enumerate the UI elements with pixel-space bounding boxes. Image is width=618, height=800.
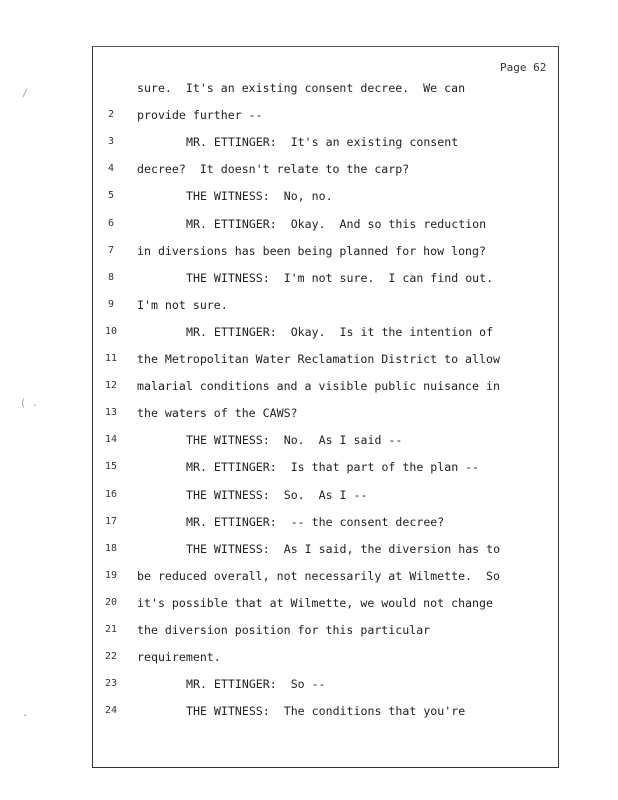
line-number: 5 bbox=[107, 190, 115, 201]
transcript-line bbox=[0, 271, 618, 293]
transcript-line bbox=[0, 433, 618, 455]
line-number: 22 bbox=[104, 651, 118, 662]
line-number: 8 bbox=[107, 272, 115, 283]
transcript-line bbox=[0, 352, 618, 374]
line-text: the waters of the CAWS? bbox=[137, 406, 298, 420]
line-text: in diversions has been being planned for how long? bbox=[137, 244, 487, 258]
line-number: 20 bbox=[104, 597, 118, 608]
transcript-line bbox=[0, 596, 618, 618]
line-text: it's possible that at Wilmette, we would not change bbox=[137, 596, 493, 610]
line-number: 23 bbox=[104, 678, 118, 689]
line-number: 21 bbox=[104, 624, 118, 635]
line-text: malarial conditions and a visible public nuisance in bbox=[137, 379, 500, 393]
line-text: THE WITNESS: No. As I said -- bbox=[186, 433, 403, 447]
transcript-line bbox=[0, 677, 618, 699]
line-text: THE WITNESS: No, no. bbox=[186, 189, 333, 203]
line-number: 2 bbox=[107, 109, 115, 120]
line-number: 6 bbox=[107, 218, 115, 229]
line-text: MR. ETTINGER: Is that part of the plan -- bbox=[186, 460, 480, 474]
line-text: THE WITNESS: The conditions that you're bbox=[186, 704, 466, 718]
line-number: 13 bbox=[104, 407, 118, 418]
transcript-line bbox=[0, 406, 618, 428]
transcript-line bbox=[0, 244, 618, 266]
scan-speckle-mark: / bbox=[22, 88, 29, 99]
line-text: THE WITNESS: As I said, the diversion has to bbox=[186, 542, 501, 556]
line-number: 15 bbox=[104, 461, 118, 472]
line-text: sure. It's an existing consent decree. We can bbox=[137, 81, 466, 95]
transcript-line bbox=[0, 515, 618, 537]
line-text: MR. ETTINGER: It's an existing consent bbox=[186, 135, 459, 149]
line-text: THE WITNESS: So. As I -- bbox=[186, 488, 368, 502]
transcript-line bbox=[0, 325, 618, 347]
transcript-line bbox=[0, 460, 618, 482]
transcript-line bbox=[0, 542, 618, 564]
line-number: 12 bbox=[104, 380, 118, 391]
transcript-line bbox=[0, 217, 618, 239]
transcript-line bbox=[0, 162, 618, 184]
line-text: decree? It doesn't relate to the carp? bbox=[137, 162, 410, 176]
line-number: 18 bbox=[104, 543, 118, 554]
line-text: MR. ETTINGER: -- the consent decree? bbox=[186, 515, 445, 529]
line-number: 17 bbox=[104, 516, 118, 527]
transcript-line bbox=[0, 704, 618, 726]
line-text: THE WITNESS: I'm not sure. I can find out. bbox=[186, 271, 494, 285]
line-text: provide further -- bbox=[137, 108, 263, 122]
transcript-line bbox=[0, 379, 618, 401]
line-number: 7 bbox=[107, 245, 115, 256]
line-text: MR. ETTINGER: Okay. And so this reduction bbox=[186, 217, 487, 231]
line-number: 14 bbox=[104, 434, 118, 445]
line-number: 9 bbox=[107, 299, 115, 310]
page-number-label: Page 62 bbox=[500, 61, 547, 74]
scan-speckle-mark: ( . bbox=[20, 398, 39, 409]
scan-speckle-mark: . bbox=[22, 708, 29, 719]
transcript-line bbox=[0, 488, 618, 510]
transcript-line bbox=[0, 81, 618, 103]
line-number: 4 bbox=[107, 163, 115, 174]
line-text: MR. ETTINGER: So -- bbox=[186, 677, 326, 691]
line-number: 10 bbox=[104, 326, 118, 337]
line-text: the Metropolitan Water Reclamation District to allow bbox=[137, 352, 500, 366]
line-text: the diversion position for this particular bbox=[137, 623, 431, 637]
transcript-line bbox=[0, 189, 618, 211]
transcript-line bbox=[0, 650, 618, 672]
transcript-line bbox=[0, 623, 618, 645]
line-number: 19 bbox=[104, 570, 118, 581]
line-number: 11 bbox=[104, 353, 118, 364]
transcript-line bbox=[0, 569, 618, 591]
transcript-line bbox=[0, 108, 618, 130]
line-number: 16 bbox=[104, 489, 118, 500]
line-text: I'm not sure. bbox=[137, 298, 228, 312]
transcript-line bbox=[0, 298, 618, 320]
line-number: 24 bbox=[104, 705, 118, 716]
line-text: MR. ETTINGER: Okay. Is it the intention of bbox=[186, 325, 494, 339]
line-number: 3 bbox=[107, 136, 115, 147]
transcript-line bbox=[0, 135, 618, 157]
line-text: be reduced overall, not necessarily at Wilmette. So bbox=[137, 569, 500, 583]
line-text: requirement. bbox=[137, 650, 221, 664]
